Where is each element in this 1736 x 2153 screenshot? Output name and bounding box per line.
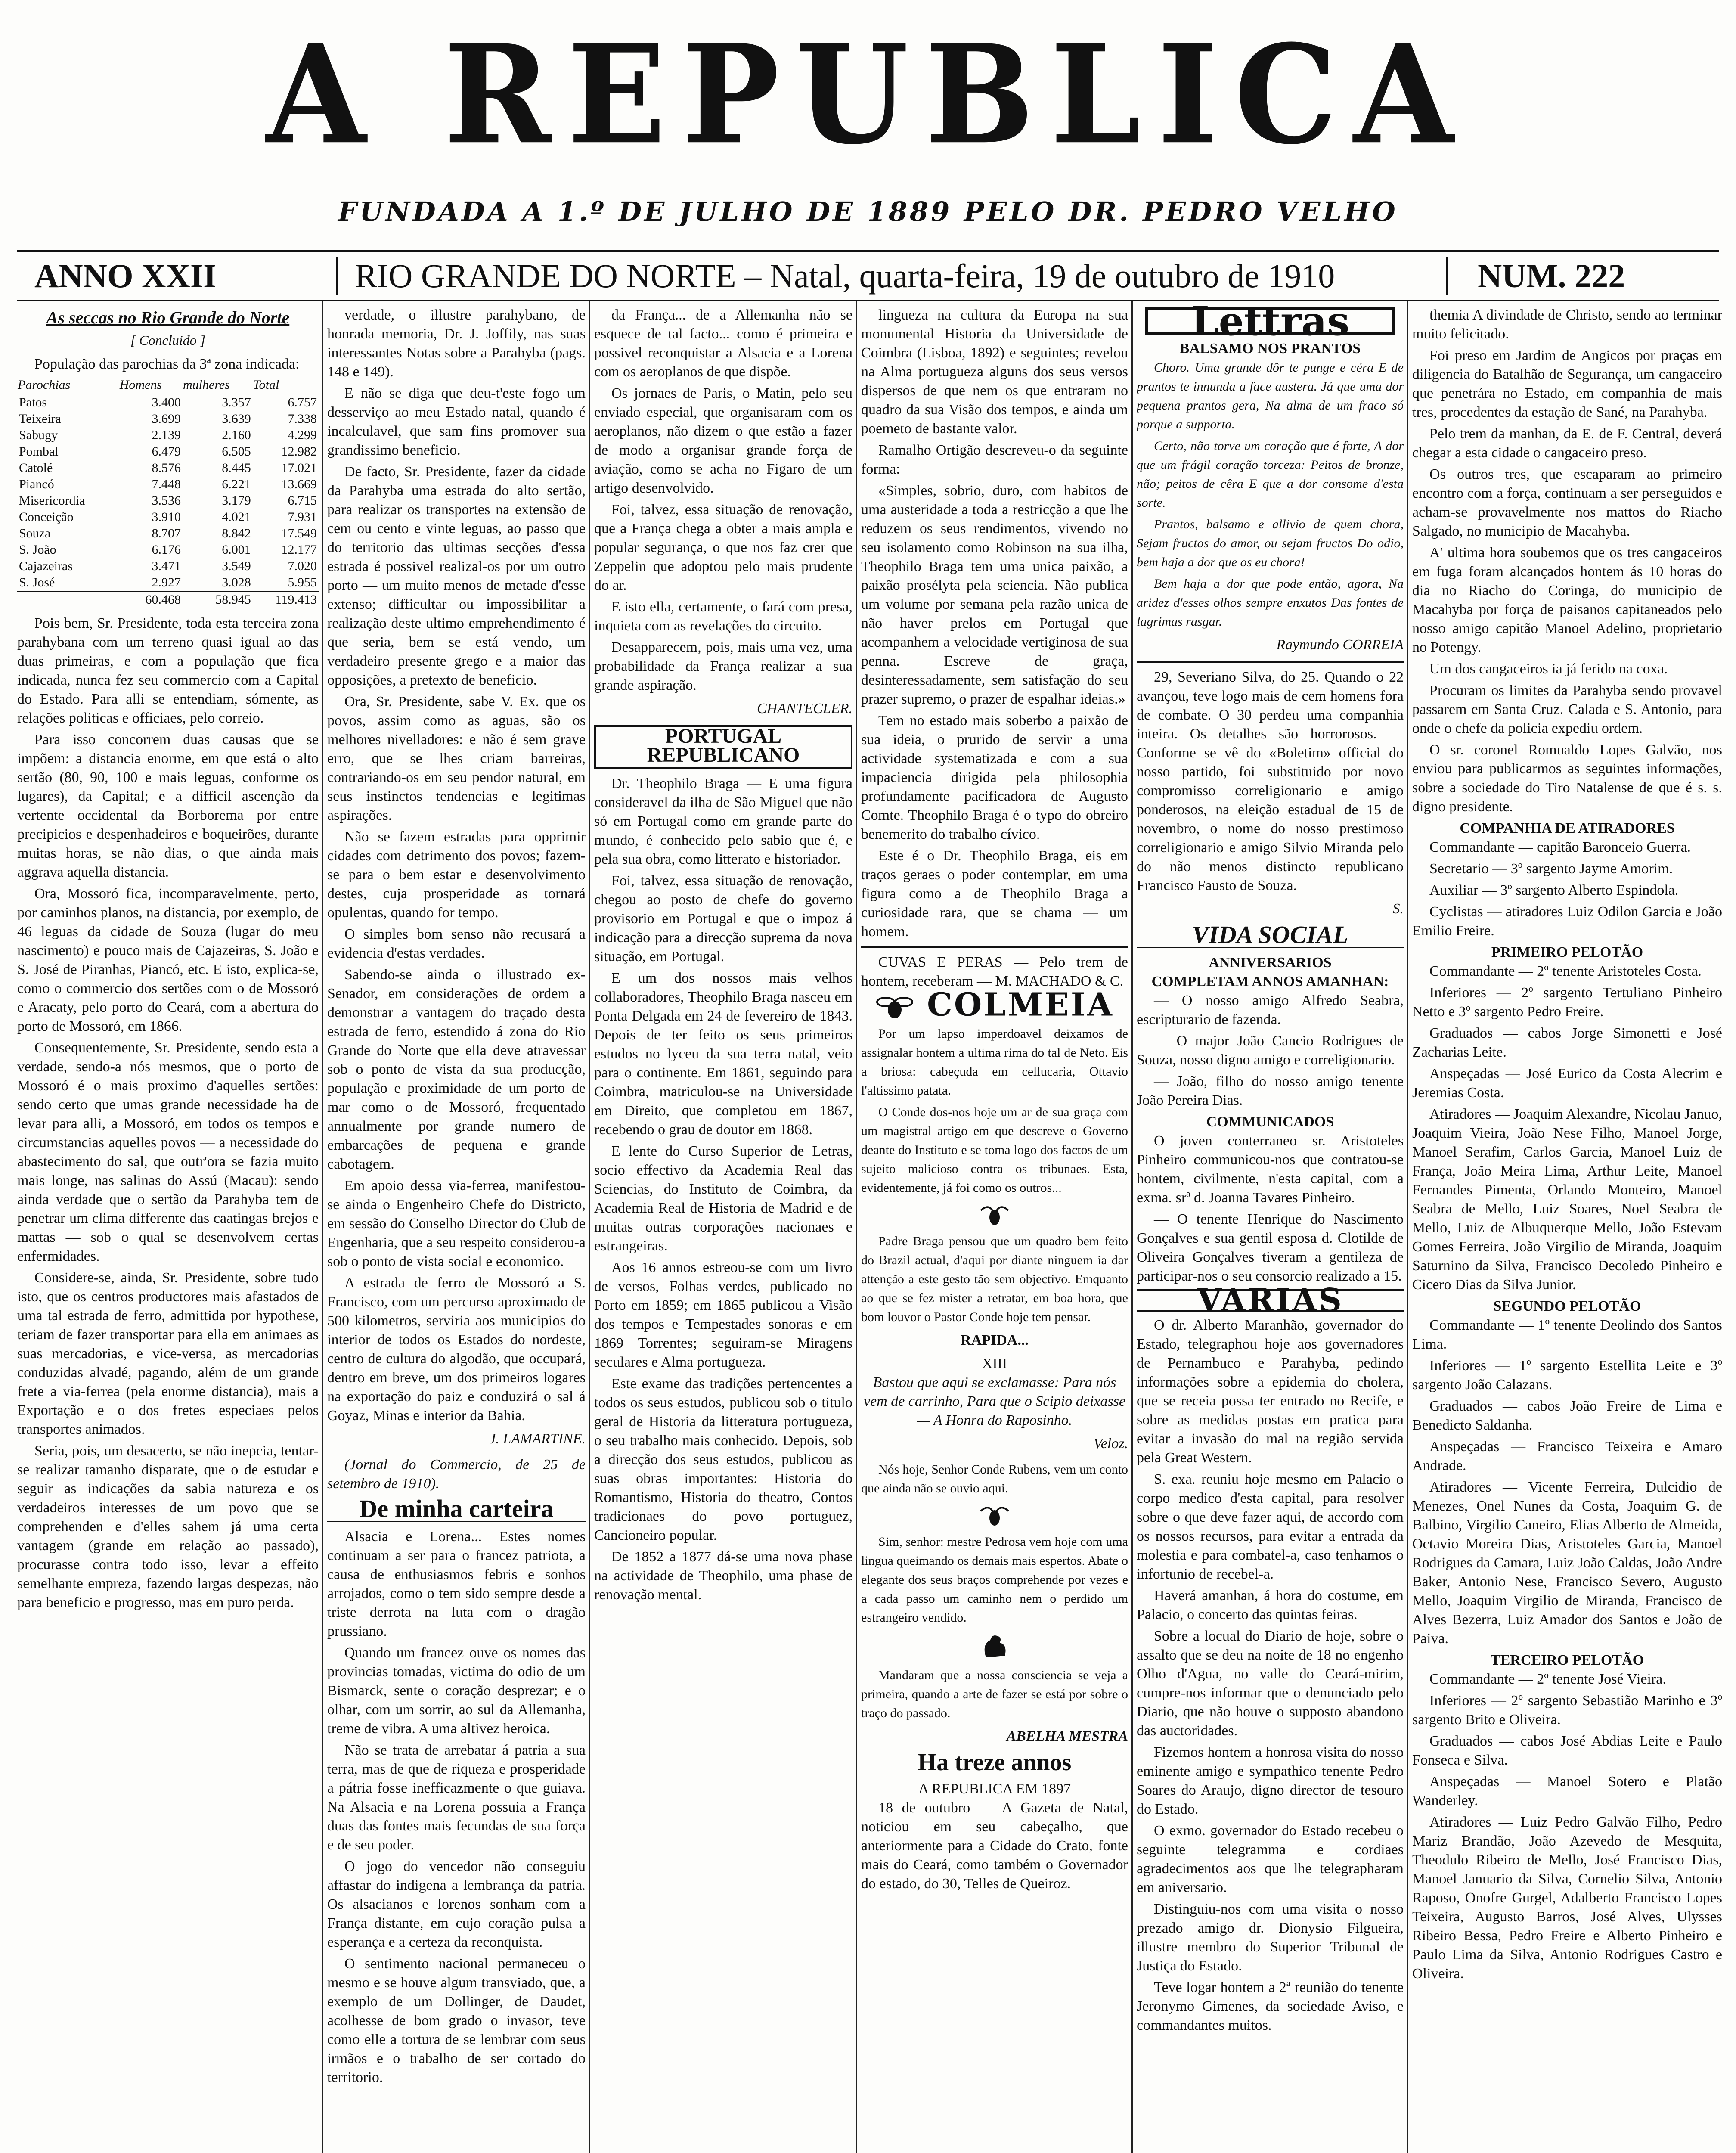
paragraph: 29, Severiano Silva, do 25. Quando o 22 avançou, teve logo mais de cem homens fora de combate. O 30 perdeu uma companhia inteira. Os detalhes são horrorosos. — Conforme se vê do «Boletim» official do nosso partido, foi substituido por novo compromisso correligionario e amigo ponderosos, na eleição estadual de 15 de novembro, o nome do nosso prestimoso correligionario e amigo Silvio Miranda pelo do não menos distincto republicano Francisco Fausto de Souza. <box>1137 669 1404 893</box>
column-header: mulheres <box>183 376 253 394</box>
section-title <box>861 986 1128 1024</box>
cell: 17.021 <box>281 461 317 475</box>
paragraph: Distinguiu-nos com uma visita o nosso prezado amigo dr. Dionysio Filgueira, illustre membro do Superior Tribunal de Justiça do Estado. <box>1137 1901 1404 1974</box>
cell: 6.505 <box>222 444 251 459</box>
column-5 <box>1137 306 1404 2153</box>
list-item: Atiradores — Joaquim Alexandre, Nicolau Januo, Joaquim Vieira, João Nese Filho, Manoel Jorge, Manoel Serafim, Carlos Garcia, Manoel Luiz de França, João Meira Lima, Arthur Leite, Manoel Fernandes Pimenta, Orlando Monteiro, Manoel Seabra de Mello, Luiz Soares, Noel Seabra de Mello, Luiz de Albuquerque Mello, João Estevam Gomes Ferreira, João Virgilio de Miranda, Joaquim Saturnino da Silva, Francisco Decoledo Pinheiro e Cicero Dias da Silva Junior. <box>1412 1106 1722 1293</box>
list-item: Anspeçadas — Manoel Sotero e Platão Wanderley. <box>1412 1774 1722 1809</box>
subheading: COMPLETAM ANNOS AMANHAN: <box>1151 974 1389 990</box>
paragraph: S. exa. reuniu hoje mesmo em Palacio o corpo medico d'esta capital, para resolver sobre o que deve fazer aqui, de accordo com os nossos recursos, para evitar a entrada da molestia e para combatel-a, caso tenhamos o infortunio de recebel-a. <box>1137 1471 1404 1582</box>
cell: Piancó <box>19 477 54 491</box>
paragraph: Ora, Sr. Presidente, sabe V. Ex. que os povos, assim como as aguas, são os melhores nivelladores: e não é sem grave erro, que se lhes criam barreiras, contrariando-os em seu pendor natural, em seus instinctos tendencias e legitimas aspirações. <box>327 694 586 823</box>
cell: 6.221 <box>222 477 251 491</box>
cell: Pombal <box>19 444 59 459</box>
column-rule <box>322 301 323 2153</box>
cell: Conceição <box>19 510 74 524</box>
cell: 2.927 <box>152 575 181 589</box>
signature: CHANTECLER. <box>757 701 852 717</box>
cell: 4.299 <box>288 428 317 442</box>
column-rule <box>589 301 590 2153</box>
cell: 8.576 <box>152 461 181 475</box>
paragraph: A estrada de ferro de Mossoró a S. Francisco, com um percurso aproximado de 500 kilometros, serviria aos municipios do interior de todos os Estados do nordeste, centro de cultura do algodão, que occupará, dentro em breve, um dos primeiros logares na exportação do paiz e conduzirá o sal á Goyaz, Minas e interior da Bahia. <box>327 1275 586 1424</box>
paragraph: Haverá amanhan, á hora do costume, em Palacio, o concerto das quintas feiras. <box>1137 1588 1404 1623</box>
paragraph: Seria, pois, um desacerto, se não inepcia, tentar-se realizar tamanho disparate, que o de estudar e seguir as indicações da sabia natureza e os verdadeiros interesses de um povo que se comprehenden e d'elles sahem já uma certa vantagem (grande em relação ao passado), procurasse contra todo isso, levar a effeito semelhante empreza, fazendo largas despezas, não para beneficio e progresso, mas em puro perda. <box>17 1443 319 1610</box>
paragraph: O dr. Alberto Maranhão, governador do Estado, telegraphou hoje aos governadores de Pernambuco e Parahyba, pedindo informações sobre a epidemia do cholera, que se receia possa ter entrado no Recife, e sobre as medidas postas em pratica para evitar a invasão do mal na região servida pela Great Western. <box>1137 1317 1404 1466</box>
paragraph: Consequentemente, Sr. Presidente, sendo esta a verdade, sendo-a nós mesmos, que o porto de Mossoró é o mais proximo d'aquelles sertões: sendo certo que umas grande necessidade ha de levar para alli, a Mossoró, em todos os tempos e circumstancias aquelles povos — a necessidade do abastecimento do sal, que outr'ora se fazia muito mais longe, nas salinas do Assú (Macau): sendo ainda verdade que o sertão da Parahyba tem de penetrar um clima differente das caatingas brejos e mattas — sob o qual se desenvolvem certas enfermidades. <box>17 1040 319 1264</box>
table-row <box>17 493 319 509</box>
signature: ABELHA MESTRA <box>1006 1728 1128 1744</box>
table-row <box>17 558 319 574</box>
list-item: Graduados — cabos João Freire de Lima e Benedicto Saldanha. <box>1412 1398 1722 1433</box>
paragraph: Dr. Theophilo Braga — E uma figura consideravel da ilha de São Miguel que não só em Portugal como em grande parte do mundo, é conhecido pelo sabio que é, e pela sua obra, como litterato e historiador. <box>594 776 852 867</box>
paragraph: Este é o Dr. Theophilo Braga, eis em traços geraes o poder contemplar, em uma figura como a de Theophilo Braga a curiosidade rara, que se chama — um homem. <box>861 848 1128 940</box>
table-header-row <box>17 376 319 394</box>
list-item: Atiradores — Vicente Ferreira, Dulcidio de Menezes, Onel Nunes da Costa, Joaquim G. de Balbino, Virgilio Caneiro, Elias Alberto de Almeida, Octavio Moreira Dias, Aristoteles Garcia, Manoel Rodrigues da Camara, Luiz João Caldas, João Andre Baker, Antonio Nese, Francisco Severo, Augusto Mello, Joaquim Virgilio de Miranda, Francisco de Alves Bezerra, Luiz Amador dos Santos e João de Paiva. <box>1412 1479 1722 1647</box>
list-item: Inferiores — 2º sargento Tertuliano Pinheiro Netto e 3º sargento Pedro Freire. <box>1412 985 1722 1020</box>
cell: 2.139 <box>152 428 181 442</box>
paragraph: Sabendo-se ainda o illustrado ex-Senador, em considerações de ordem a demonstrar a vantagem do traçado desta estrada de ferro, estendido á zona do Rio Grande do Norte que ella deve atravessar sob o ponto de vista da sua producção, população e proximidade de um porto de mar como o de Mossoró, frequentado annualmente por grande numero de embarcações de pequena e grande cabotagem. <box>327 967 586 1172</box>
list-item: Cyclistas — atiradores Luiz Odilon Garcia e João Emilio Freire. <box>1412 904 1722 939</box>
list-item: Graduados — cabos Jorge Simonetti e José Zacharias Leite. <box>1412 1025 1722 1060</box>
cell: Teixeira <box>19 412 61 426</box>
subheading: COMPANHIA DE ATIRADORES <box>1460 820 1675 836</box>
cell: Catolé <box>19 461 53 475</box>
section-title: PORTUGAL REPUBLICANO <box>594 725 852 769</box>
cell: 119.413 <box>253 591 319 608</box>
list-item: Anspeçadas — José Eurico da Costa Alecrim e Jeremias Costa. <box>1412 1066 1722 1101</box>
list-item: Graduados — cabos José Abdias Leite e Paulo Fonseca e Silva. <box>1412 1733 1722 1768</box>
paragraph: E lente do Curso Superior de Letras, socio effectivo da Academia Real das Sciencias, do Instituto de Coimbra, da Academia Real de Historia de Madrid e de muitas outras corporações nacionaes e estrangeiras. <box>594 1143 852 1254</box>
paragraph: Tem no estado mais soberbo a paixão de sua ideia, o prurido de servir a uma actividade systematizada e com a sua impaciencia dirigida pela philosophia profundamente pacificadora de Augusto Comte. Theophilo Braga é o typo do obreiro benemerito do trabalho cívico. <box>861 713 1128 842</box>
poem-stanza: Choro. Uma grande dôr te punge e céra E de prantos te innunda a face austera. Já que uma dor pequena prantos gera, Na alma de um fraco só porque a supporta. <box>1137 360 1404 431</box>
paragraph: Procuram os limites da Parahyba sendo provavel passarem em Santa Cruz. Calada e S. Antonio, para onde o chefe da policia expediu ordem. <box>1412 683 1722 736</box>
issue-number: NUM. 222 <box>1478 257 1625 295</box>
cell: 7.338 <box>288 412 317 426</box>
divider <box>1137 661 1404 663</box>
poem-stanza: Bem haja a dor que pode então, agora, Na aridez d'esses olhos sempre enxutos Das fontes de lagrimas rasgar. <box>1137 577 1404 629</box>
signature: J. LAMARTINE. <box>489 1431 586 1447</box>
divider <box>861 946 1128 948</box>
list-item: Commandante — 2º tenente José Vieira. <box>1429 1671 1666 1687</box>
cell <box>17 591 119 608</box>
table-row <box>17 574 319 591</box>
paragraph: Para isso concorrem duas causas que se impõem: a distancia enorme, em que está o alto sertão (80, 90, 100 e mais leguas, conforme os lugares), da Capital; e a difficil ascenção da vertente occidental da Borborema por entre precipicios e despenhadeiros e boqueirões, durante muitas horas, se não dias, o que ainda mais aggrava aquella distancia. <box>17 732 319 880</box>
paragraph: Ora, Mossoró fica, incomparavelmente, perto, por caminhos planos, na distancia, por exemplo, de 46 leguas da cidade de Souza (lugar do meu nascimento) e pouco mais de Cajazeiras, S. João e S. José de Piranhas, Piancó, etc. E isto, explica-se, como o commercio dos sertões com o de Mossoró e Aracaty, pelo porto do Ceará, com a abertura do porto de Mossoró, em 1866. <box>17 886 319 1034</box>
cell: 7.931 <box>288 510 317 524</box>
subheading: SEGUNDO PELOTÃO <box>1493 1298 1641 1314</box>
article-subtitle: [ Concluido ] <box>130 332 206 348</box>
paragraph: 18 de outubro — A Gazeta de Natal, noticiou em seu cabeçalho, que anteriormente para a Cidade do Crato, fonte mais do Ceará, como também o Governador do estado, do 30, Telles de Queiroz. <box>861 1800 1128 1892</box>
paragraph: Foi preso em Jardim de Angicos por praças em diligencia do Batalhão de Segurança, um cangaceiro que penetrára no Estado, em companhia de mais tres, procedentes da estação de Sané, na Parahyba. <box>1412 347 1722 420</box>
cell: 7.448 <box>152 477 181 491</box>
cell: 3.179 <box>222 493 251 508</box>
cell: 60.468 <box>119 591 183 608</box>
paragraph: Foi, talvez, essa situação de renovação, que a França chega a obter a mais ampla e popular segurança, o que nos faz crer que Zeppelin que adoptou pelo mais prudente do ar. <box>594 502 852 593</box>
cell: 6.176 <box>152 543 181 557</box>
article-title: As seccas no Rio Grande do Norte <box>46 308 290 327</box>
column-rule <box>1407 301 1408 2153</box>
table-row <box>17 542 319 558</box>
poem-stanza: Certo, não torve um coração que é forte, A dor que um frágil coração torceza: Peitos de bronze, não; peitos de cêra E que a dor consome d'esta sorte. <box>1137 439 1404 510</box>
rooster-icon <box>977 1632 1012 1662</box>
signature: Veloz. <box>1093 1436 1128 1452</box>
column-header: Total <box>253 376 319 394</box>
paragraph: Padre Braga pensou que um quadro bem feito do Brazil actual, d'aqui por diante ninguem ia dar attenção a este gesto tão sem objectivo. Emquanto ao que se fez mister a retratar, em boa hora, que bom louvor o Pastor Conde hoje tem pensar. <box>861 1234 1128 1324</box>
cell: 3.549 <box>222 559 251 573</box>
paragraph: E isto ella, certamente, o fará com presa, inquieta com as revelações do circuito. <box>594 599 852 634</box>
list-item: Commandante — capitão Baronceio Guerra. <box>1429 839 1691 855</box>
signature: Raymundo CORREIA <box>1276 637 1404 653</box>
subheading: ANNIVERSARIOS <box>1209 955 1332 971</box>
paragraph: themia A divindade de Christo, sendo ao terminar muito felicitado. <box>1412 307 1722 342</box>
cell: Patos <box>19 395 47 410</box>
paragraph: O jogo do vencedor não conseguiu affastar do indigena a lembrança da patria. Os alsacianos e lorenos sonham com a França distante, em cujo coração pulsa a esperança e a certeza da reconquista. <box>327 1858 586 1950</box>
table-row <box>17 444 319 460</box>
list-item: Secretario — 3º sargento Jayme Amorim. <box>1429 861 1673 877</box>
newspaper-title: A REPUBLICA <box>266 15 1470 174</box>
paragraph: O sr. coronel Romualdo Lopes Galvão, nos enviou para publicarmos as seguintes informações, sobre a sociedade do Tiro Natalense de que é s. s. digno presidente. <box>1412 742 1722 815</box>
table-row <box>17 427 319 444</box>
list-item: Auxiliar — 3º sargento Alberto Espindola. <box>1429 882 1679 898</box>
cell: 7.020 <box>288 559 317 573</box>
subheading-roman: XIII <box>982 1356 1008 1371</box>
table-row <box>17 525 319 542</box>
signature: S. <box>1392 901 1404 917</box>
table-row <box>17 476 319 493</box>
cell: 17.549 <box>281 526 317 540</box>
column-header: Homens <box>119 376 183 394</box>
paragraph: Considere-se, ainda, Sr. Presidente, sobre tudo isto, que os centros productores mais afastados de uma tal estrada de ferro, admittida por hypothese, teriam de fazer transportar para ella em animaes as suas mercadorias, e vice-versa, as mercadorias conduzidas alvadé, pagando, além de um grande frete a via-ferrea (pela enorme distancia), mais a Exportação e o dos fretes especiaes pelos transportes animados. <box>17 1270 319 1437</box>
verse: Bastou que aqui se exclamasse: Para nós vem de carrinho, Para que o Scipio deixasse — A Honra do Raposinho. <box>863 1374 1126 1428</box>
paragraph: Ramalho Ortigão descreveu-o da seguinte forma: <box>861 442 1128 477</box>
cell: 8.707 <box>152 526 181 540</box>
cell: 3.400 <box>152 395 181 410</box>
paragraph: — O tenente Henrique do Nascimento Gonçalves e sua gentil esposa d. Clotilde de Oliveira Gonçalves tiveram a gentileza de participar-nos o seu consorcio realizado a 15. <box>1137 1211 1404 1284</box>
subheading: RAPIDA... <box>961 1332 1029 1348</box>
table-row <box>17 411 319 427</box>
column-3 <box>594 306 852 2153</box>
anno-label: ANNO XXII <box>34 257 217 295</box>
list-item: Anspeçadas — Francisco Teixeira e Amaro Andrade. <box>1412 1439 1722 1474</box>
table-row <box>17 460 319 476</box>
dateline <box>17 250 1719 301</box>
paragraph: O joven conterraneo sr. Aristoteles Pinheiro communicou-nos que contratou-se hontem, civilmente, n'esta capital, com a exma. srª d. Joanna Tavares Pinheiro. <box>1137 1133 1404 1206</box>
paragraph: Um dos cangaceiros ia já ferido na coxa. <box>1429 661 1668 677</box>
paragraph: População das parochias da 3ª zona indicada: <box>34 356 300 372</box>
cell: 6.715 <box>288 493 317 508</box>
paragraph: — O major João Cancio Rodrigues de Souza, nosso digno amigo e correligionario. <box>1137 1033 1404 1068</box>
cell: 12.177 <box>281 543 317 557</box>
cell: 3.028 <box>222 575 251 589</box>
paragraph: Este exame das tradições pertencentes a todos os seus estudos, publicou sob o titulo geral de Historia da litteratura portugueza, o seu trabalho mais conhecido. Depois, sob a direcção dos seus estudos, publicou as suas obras importantes: Historia do Romantismo, Historia do theatro, Contos tradicionaes do povo portuguez, Cancioneiro popular. <box>594 1376 852 1543</box>
list-item: Inferiores — 1º sargento Estellita Leite e 3º sargento João Calazans. <box>1412 1358 1722 1393</box>
cell: 6.001 <box>222 543 251 557</box>
paragraph: Fizemos hontem a honrosa visita do nosso eminente amigo e sympathico tenente Pedro Soares do Araujo, digno director de tesouro do Estado. <box>1137 1744 1404 1817</box>
column-2 <box>327 306 586 2153</box>
source-note: (Jornal do Commercio, de 25 de setembro de 1910). <box>327 1457 586 1492</box>
list-item: Atiradores — Luiz Pedro Galvão Filho, Pedro Mariz Brandão, João Azevedo de Mesquita, Theodulo Ribeiro de Mello, José Francisco Dias, Manoel Januario da Silva, Cornelio Silva, Antonio Raposo, Onofre Gurgel, Adalberto Francisco Lopes Teixeira, Augusto Barros, José Alves, Ulysses Ribeiro Bessa, Pedro Freire e Alberto Pinheiro e Paulo Lima da Silva, Antonio Rodrigues Castro e Oliveira. <box>1412 1814 1722 1982</box>
paragraph: De 1852 a 1877 dá-se uma nova phase na actividade de Theophilo, uma phase de renovação mental. <box>594 1549 852 1603</box>
paragraph: O sentimento nacional permaneceu o mesmo e se houve algum transviado, que, a exemplo de um Dollinger, de Daudet, acolhesse de bom grado o invasor, teve como elle a tortura de se lembrar com seus irmãos e o trabalho de ser cortado do territorio. <box>327 1956 586 2085</box>
cell: 58.945 <box>183 591 253 608</box>
paragraph: E não se diga que deu-t'este fogo um desserviço ao meu Estado natal, quando é incalculavel, que sam fins promover sua grandissimo beneficio. <box>327 385 586 458</box>
paragraph: Em apoio dessa via-ferrea, manifestou-se ainda o Engenheiro Chefe do Districto, em sessão do Conselho Director do Club de Engenharia, que a seu respeito considerou-a sob o ponto de vista social e economico. <box>327 1178 586 1269</box>
paragraph: Por um lapso imperdoavel deixamos de assignalar hontem a ultima rima do tal de Neto. Eis a briosa: cabeçuda em cellucaria, Ottavio l'altissimo patata. <box>861 1027 1128 1098</box>
paragraph: Foi, talvez, essa situação de renovação, chegou ao posto de chefe do governo provisorio em Portugal e que o impoz á indicação para a direcção suprema da nova situação, em Portugal. <box>594 873 852 965</box>
cell: 12.982 <box>281 444 317 459</box>
cell: 4.021 <box>222 510 251 524</box>
bee-icon <box>875 994 914 1020</box>
cell: Souza <box>19 526 51 540</box>
cell: 3.639 <box>222 412 251 426</box>
paragraph: Nós hoje, Senhor Conde Rubens, vem um conto que ainda não se ouvio aqui. <box>861 1462 1128 1495</box>
section-title: De minha carteira <box>327 1499 586 1522</box>
bee-icon <box>977 1202 1012 1228</box>
population-table <box>17 376 319 608</box>
paragraph: Alsacia e Lorena... Estes nomes continuam a ser para o francez patriota, a causa de enthusiasmos febris e sonhos arrojados, como o tem sido sempre desde a triste derrota na luta com o dragão prussiano. <box>327 1529 586 1639</box>
paragraph: lingueza na cultura da Europa na sua monumental Historia da Universidade de Coimbra (Lisboa, 1892) e seguintes; revelou na Alma portugueza alguns dos seus versos dispersos de que nem os que entraram no quadro da sua Visão dos tempos, e ainda um poemeto de bastante valor. <box>861 307 1128 437</box>
bee-icon <box>977 1502 1012 1528</box>
paragraph: Desapparecem, pois, mais uma vez, uma probabilidade da França realizar a sua grande aspiração. <box>594 639 852 693</box>
paragraph: Teve logar hontem a 2ª reunião do tenente Jeronymo Gimenes, da sociedade Aviso, e commandantes muitos. <box>1137 1979 1404 2033</box>
paragraph: Os outros tres, que escaparam ao primeiro encontro com a força, continuam a ser perseguidos e acham-se provavelmente nos mattos do Riacho Salgado, no municipio de Macahyba. <box>1412 466 1722 539</box>
poem-stanza: Prantos, balsamo e allivio de quem chora, Sejam fructos do amor, ou sejam fructos Do odio, bem haja a dor que os eu chora! <box>1137 517 1404 569</box>
paragraph: Quando um francez ouve os nomes das provincias tomadas, victima do odio de um Bismarck, sente o coração desprezar; e o olhar, com um sorrir, ao sul da Allemanha, treme de vibra. A uma altivez heroica. <box>327 1645 586 1737</box>
paragraph: O exmo. governador do Estado recebeu o seguinte telegramma e cordiaes agradecimentos aos que lhe telegrapharam em aniversario. <box>1137 1823 1404 1896</box>
cell: 6.757 <box>288 395 317 410</box>
subheading: PRIMEIRO PELOTÃO <box>1491 944 1643 960</box>
column-1 <box>17 306 319 2153</box>
cell: Sabugy <box>19 428 58 442</box>
table-total-row <box>17 591 319 608</box>
cell: Cajazeiras <box>19 559 73 573</box>
cell: 8.445 <box>222 461 251 475</box>
table-row <box>17 394 319 411</box>
section-title: Ha treze annos <box>918 1749 1072 1776</box>
masthead <box>0 17 1736 189</box>
notice: CUVAS E PERAS — Pelo trem de hontem, receberam — M. MACHADO & C. <box>861 954 1128 989</box>
column-6 <box>1412 306 1722 2153</box>
paragraph: Aos 16 annos estreou-se com um livro de versos, Folhas verdes, publicado no Porto em 1859; em 1865 publicou a Visão dos tempos e Tempestades sonoras e em 1869 Torrentes; seguiram-se Miragens seculares e Alma portugueza. <box>594 1260 852 1370</box>
paragraph: Não se fazem estradas para opprimir cidades com detrimento dos povos; fazem-se para o bem estar e desenvolvimento destes, cuja prosperidade as tornará opulentas, quando for tempo. <box>327 829 586 921</box>
section-title: VARIAS <box>1137 1289 1404 1312</box>
cell: 3.536 <box>152 493 181 508</box>
column-rule <box>1132 301 1133 2153</box>
column-rule <box>856 301 857 2153</box>
cell: 5.955 <box>288 575 317 589</box>
cell: 3.699 <box>152 412 181 426</box>
cell: 2.160 <box>222 428 251 442</box>
paragraph: E um dos nossos mais velhos collaboradores, Theophilo Braga nasceu em Ponta Delgada em 24 de fevereiro de 1843. Depois de ter feito os seus primeiros estudos no lyceu da sua terra natal, veio para o continente. Em 1861, seguindo para Coimbra, matriculou-se na Universidade em Direito, que completou em 1867, recebendo o grau de doutor em 1868. <box>594 970 852 1138</box>
paragraph: da França... de a Allemanha não se esquece de tal facto... como é primeira e possivel reconquistar a Alsacia e a Lorena com os aeroplanos de que dispõe. <box>594 307 852 380</box>
newspaper-subtitle: FUNDADA A 1.º DE JULHO DE 1889 PELO DR. PEDRO VELHO <box>338 196 1398 227</box>
section-title: VIDA SOCIAL <box>1137 925 1404 948</box>
list-item: Commandante — 1º tenente Deolindo dos Santos Lima. <box>1412 1317 1722 1352</box>
paragraph: O Conde dos-nos hoje um ar de sua graça com um magistral artigo em que descreve o Governo deante do Instituto e se toma logo dos factos de um sujeito malicioso contra os tribunaes. Esta, evidentemente, já foi como os outros... <box>861 1105 1128 1195</box>
paragraph: — João, filho do nosso amigo tenente João Pereira Dias. <box>1137 1073 1404 1108</box>
place-date: RIO GRANDE DO NORTE – Natal, quarta-feira, 19 de outubro de 1910 <box>336 257 1448 295</box>
paragraph: Sobre a locual do Diario de hoje, sobre o assalto que se deu na noite de 18 no engenho Olho d'Agua, no valle do Ceará-mirim, cumpre-nos informar que o denunciado pelo Diario, que não houve o supposto abandono das auctoridades. <box>1137 1628 1404 1739</box>
column-header: Parochias <box>17 376 119 394</box>
paragraph: A' ultima hora soubemos que os tres cangaceiros em fuga foram alcançados hontem ás 10 horas do dia no Riacho do Coringa, do municipio de Macahyba por força de paisanos capitaneados pelo nosso amigo capitão Manoel Adelino, proprietario no Potengy. <box>1412 545 1722 655</box>
paragraph: Mandaram que a nossa consciencia se veja a primeira, quando a arte de fazer se está por sobre o traço do passado. <box>861 1668 1128 1720</box>
paragraph: O simples bom senso não recusará a evidencia d'estas verdades. <box>327 926 586 961</box>
column-4 <box>861 306 1128 2153</box>
paragraph: verdade, o illustre parahybano, de honrada memoria, Dr. J. Joffily, nas suas interessantes Notas sobre a Parahyba (pags. 148 e 149). <box>327 307 586 380</box>
paragraph: De facto, Sr. Presidente, fazer da cidade da Parahyba uma estrada do alto sertão, para realizar os transportes na extensão de cem ou cento e vinte leguas, ao passo que do territorio das ultimas secções d'essa estrada é possivel realizal-os por um outro porto — um muito menos de metade d'esse extenso; difficultar ou impossibilitar a realização deste ultimo emprehendimento é que seria, bem se está vendo, um verdadeiro presente grego e a maior das opposições, a pretexto de beneficio. <box>327 464 586 688</box>
cell: 6.479 <box>152 444 181 459</box>
subheading: COMMUNICADOS <box>1206 1114 1334 1130</box>
paragraph: Não se trata de arrebatar á patria a sua terra, mas de que de riqueza e prosperidade a pátria fosse inefficazmente o que guiava. Na Alsacia e na Lorena possuia a França duas das fontes mais fecundas de sua força e de seu poder. <box>327 1742 586 1853</box>
cell: 3.910 <box>152 510 181 524</box>
subheading: TERCEIRO PELOTÃO <box>1490 1652 1644 1668</box>
paragraph: — O nosso amigo Alfredo Seabra, escripturario de fazenda. <box>1137 993 1404 1027</box>
paragraph: Pois bem, Sr. Presidente, toda esta terceira zona parahybana com um terreno quasi igual ao das duas primeiras, e com a população que fica indicada, nunca fez seu commercio com a Capital do Estado. Para alli se entendiam, sómente, as relações politicas e officiaes, pelo correio. <box>17 615 319 726</box>
paragraph: Pelo trem da manhan, da E. de F. Central, deverá chegar a esta cidade o cangaceiro preso. <box>1412 426 1722 461</box>
cell: 13.669 <box>281 477 317 491</box>
cell: S. João <box>19 543 56 557</box>
paragraph: Sim, senhor: mestre Pedrosa vem hoje com uma lingua queimando os demais mais espertos. Abate o elegante dos seus braços comprehende por vezes e a cada passo um caminho nem o perdido um estrangeiro vendido. <box>861 1535 1128 1625</box>
subheading: A REPUBLICA EM 1897 <box>918 1781 1071 1797</box>
cell: 3.357 <box>222 395 251 410</box>
paragraph: Os jornaes de Paris, o Matin, pelo seu enviado especial, que organisaram com os aeroplanos, não dizem o que estão a fazer de modo a organisar grande força de aviação, como se acha no Figaro de um artigo desenvolvido. <box>594 385 852 496</box>
lettras-title: Lettras <box>1145 307 1395 335</box>
list-item: Inferiores — 2º sargento Sebastião Marinho e 3º sargento Brito e Oliveira. <box>1412 1693 1722 1728</box>
paragraph: «Simples, sobrio, duro, com habitos de uma austeridade a toda a restricção a que lhe reduzem os seus rendimentos, vivendo no seu isolamento como Robinson na sua ilha, Theophilo Braga tem uma unica paixão, a paixão prosélyta pela sciencia. Não publica um volume por semana pela razão unica de não haver prelos em Portugal que acompanhem a velocidade vertiginosa de sua penna. Escreve de graça, desinteressadamente, sem satisfação do seu prazer supremo, o prazer de espalhar ideias.» <box>861 483 1128 707</box>
cell: S. José <box>19 575 55 589</box>
cell: 8.842 <box>222 526 251 540</box>
list-item: Commandante — 2º tenente Aristoteles Costa. <box>1429 963 1702 979</box>
cell: 3.471 <box>152 559 181 573</box>
colmeia-title: COLMEIA <box>927 986 1114 1024</box>
table-row <box>17 509 319 525</box>
poem-title: BALSAMO NOS PRANTOS <box>1179 341 1361 357</box>
cell: Misericordia <box>19 493 85 508</box>
